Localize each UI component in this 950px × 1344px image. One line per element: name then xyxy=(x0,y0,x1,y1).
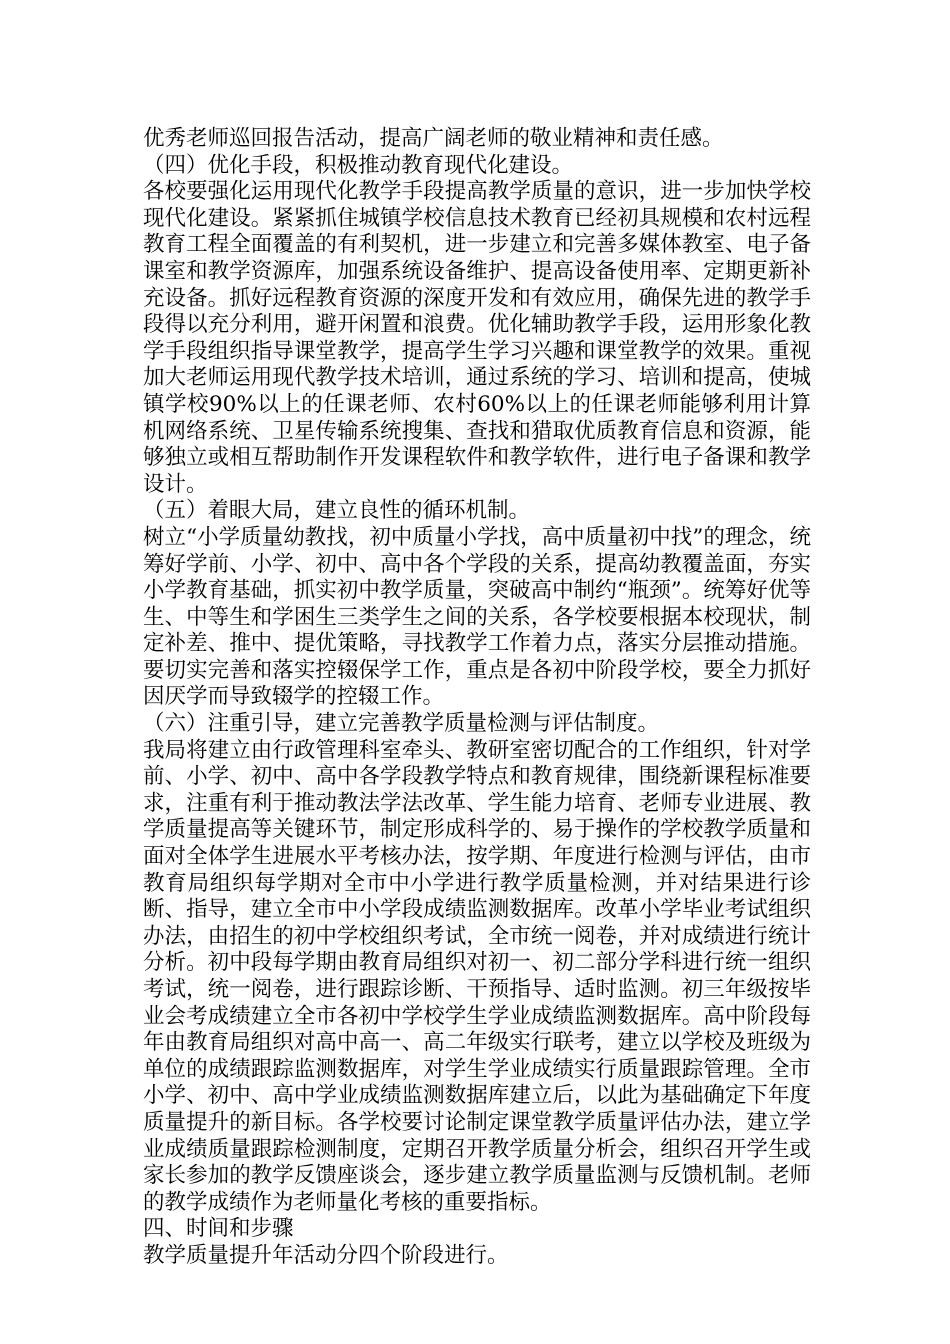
section-heading-4: （四）优化手段，积极推动教育现代化建设。 xyxy=(143,152,574,178)
section-heading-6: （六）注重引导，建立完善教学质量检测与评估制度。 xyxy=(143,711,660,737)
paragraph-stages: 教学质量提升年活动分四个阶段进行。 xyxy=(143,1242,509,1268)
paragraph-cycle-mechanism: 树立“小学质量幼教找，初中质量小学找，高中质量初中找”的理念，统筹好学前、小学、初中、高中各个学段的关系，提高幼教覆盖面，夯实小学教育基础，抓实初中教学质量，突破高中制约“瓶颈”。统筹好优等生、中等生和学困生三类学生之间的关系，各学校要根据本校现状，制定补差、推中、提优策略，寻找教学工作着力点，落实分层推动措施。要切实完善和落实控辍保学工作，重点是各初中阶段学校，要全力抓好因厌学而导致辍学的控辍工作。 xyxy=(143,524,811,710)
paragraph-continuation: 优秀老师巡回报告活动，提高广阔老师的敬业精神和责任感。 xyxy=(143,126,724,151)
paragraph-quality-assessment: 我局将建立由行政管理科室牵头、教研室密切配合的工作组织，针对学前、小学、初中、高中各学段教学特点和教育规律，围绕新课程标准要求，注重有利于推动教法学法改革、学生能力培育、老师专业进展、教学质量提高等关键环节，制定形成科学的、易于操作的学校教学质量和面对全体学生进展水平考核办法，按学期、年度进行检测与评估，由市教育局组织每学期对全市中小学进行教学质量检测，并对结果进行诊断、指导，建立全市中小学段成绩监测数据库。改革小学毕业考试组织办法，由招生的初中学校组织考试，全市统一阅卷，并对成绩进行统计分析。初中段每学期由教育局组织对初一、初二部分学科进行统一组织考试，统一阅卷，进行跟踪诊断、干预指导、适时监测。初三年级按毕业会考成绩建立全市各初中学校学生学业成绩监测数据库。高中阶段每年由教育局组织对高中高一、高二年级实行联考，建立以学校及班级为单位的成绩跟踪监测数据库，对学生学业成绩实行质量跟踪管理。全市小学、初中、高中学业成绩监测数据库建立后，以此为基础确定下年度质量提升的新目标。各学校要讨论制定课堂教学质量评估办法，建立学业成绩质量跟踪检测制度，定期召开教学质量分析会，组织召开学生或家长参加的教学反馈座谈会，逐步建立教学质量监测与反馈机制。老师的教学成绩作为老师量化考核的重要指标。 xyxy=(143,737,811,1215)
section-heading-5: （五）着眼大局，建立良性的循环机制。 xyxy=(143,498,531,524)
chapter-heading-time-steps: 四、时间和步骤 xyxy=(143,1216,294,1242)
document-body xyxy=(143,126,811,1270)
paragraph-modernization: 各校要强化运用现代化教学手段提高教学质量的意识，进一步加快学校现代化建设。紧紧抓住城镇学校信息技术教育已经初具规模和农村远程教育工程全面覆盖的有利契机，进一步建立和完善多媒体教室、电子备课室和教学资源库，加强系统设备维护、提高设备使用率、定期更新补充设备。抓好远程教育资源的深度开发和有效应用，确保先进的教学手段得以充分利用，避开闲置和浪费。优化辅助教学手段，运用形象化教学手段组织指导课堂教学，提高学生学习兴趣和课堂教学的效果。重视加大老师运用现代教学技术培训，通过系统的学习、培训和提高，使城镇学校90%以上的任课老师、农村60%以上的任课老师能够利用计算机网络系统、卫星传输系统搜集、查找和猎取优质教育信息和资源，能够独立或相互帮助制作开发课程软件和教学软件，进行电子备课和教学设计。 xyxy=(143,179,811,497)
